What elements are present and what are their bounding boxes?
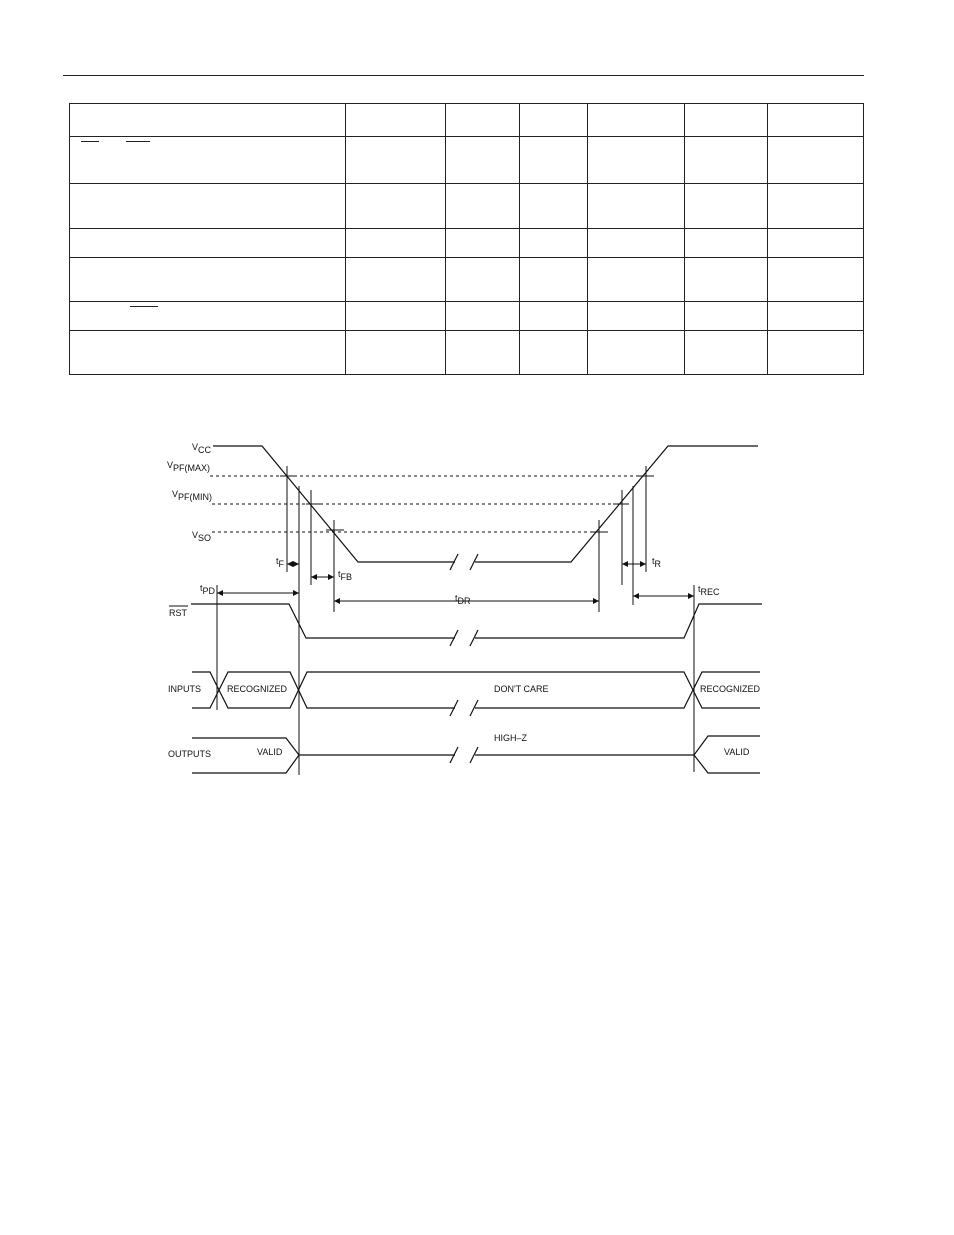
threshold-lines	[210, 476, 648, 532]
rst-label: RST	[169, 608, 187, 618]
tf-label: tF	[276, 556, 285, 569]
high-z-label: HIGH–Z	[494, 733, 528, 743]
tr-label: tR	[652, 556, 662, 569]
trec-label: tREC	[698, 584, 720, 597]
recognized-left-label: RECOGNIZED	[227, 684, 288, 694]
outputs-label: OUTPUTS	[168, 749, 212, 759]
valid-left-label: VALID	[257, 747, 283, 757]
recognized-right-label: RECOGNIZED	[700, 684, 761, 694]
rst-waveform	[191, 604, 762, 646]
tfb-label: tFB	[338, 569, 353, 582]
valid-right-label: VALID	[724, 747, 750, 757]
inputs-label: INPUTS	[168, 684, 202, 694]
tpd-label: tPD	[200, 583, 216, 596]
vpf-max-label: VPF(MAX)	[167, 460, 211, 473]
vcc-waveform	[213, 446, 758, 570]
vcc-label: VCC	[192, 442, 212, 455]
tdr-label: tDR	[455, 593, 471, 606]
vso-label: VSO	[192, 530, 212, 543]
vpf-min-label: VPF(MIN)	[172, 489, 213, 502]
inputs-bus	[192, 672, 760, 716]
dont-care-label: DON'T CARE	[494, 684, 549, 694]
timing-markers	[217, 466, 694, 775]
